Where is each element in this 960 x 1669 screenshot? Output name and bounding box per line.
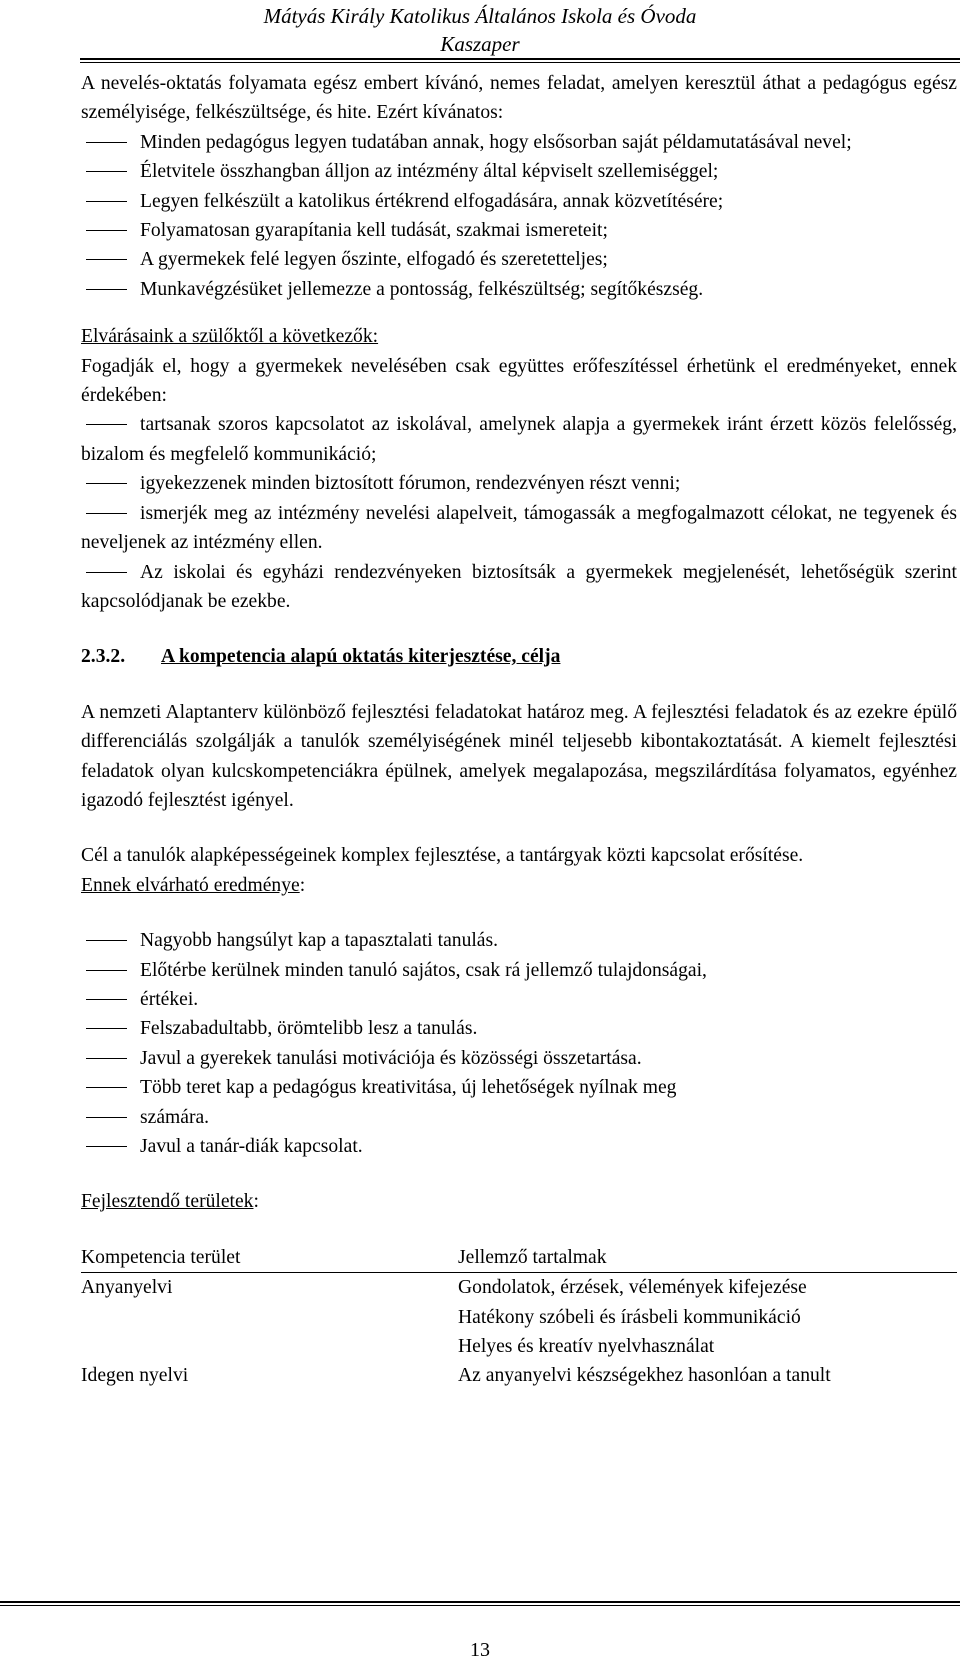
section-paragraph: A nemzeti Alaptanterv különböző fejlesztési feladatokat határoz meg. A fejlesztési feladatok és az ezekre épülő differenciálás szolgálják a tanulók személyiségének minél teljesebb kibontakoztatását. A kiemelt fejlesztési feladatok olyan kulcskompetenciákra épülnek, amelyek megalapozása, megszilárdítása folyamatos, egyénhez igazodó fejlesztést igényel.: [81, 701, 957, 811]
page-header: [0, 2, 960, 58]
table-cell-contents: Az anyanyelvi készségekhez hasonlóan a tanult: [458, 1365, 831, 1387]
dash-bullet-icon: [81, 499, 140, 528]
table-header-row: [81, 1243, 957, 1273]
dash-bullet-icon: [81, 926, 140, 955]
header-rule: [80, 58, 960, 60]
list-item: Javul a gyerekek tanulási motivációja és közösségi összetartása.: [81, 1044, 957, 1073]
result-heading: Ennek elvárható eredménye:: [81, 874, 306, 896]
footer-rule-thin: [0, 1605, 960, 1606]
section-heading: [81, 642, 957, 671]
page-content: [81, 69, 957, 1391]
dash-bullet-icon: [81, 157, 140, 186]
table-cell-area: Idegen nyelvi: [81, 1365, 189, 1387]
intro-paragraph: A nevelés-oktatás folyamata egész embert kívánó, nemes feladat, amelyen keresztül áthat a pedagógus egész személyisége, felkészültsége, és hite. Ezért kívánatos:: [81, 73, 957, 124]
table-cell-area: Anyanyelvi: [81, 1277, 173, 1299]
column-header-area: Kompetencia terület: [81, 1243, 458, 1273]
header-rule-thin: [80, 62, 960, 63]
list-item: Legyen felkészült a katolikus értékrend elfogadására, annak közvetítésére;: [81, 187, 957, 216]
competence-table: [81, 1243, 957, 1391]
dash-bullet-icon: [81, 469, 140, 498]
dash-bullet-icon: [81, 956, 140, 985]
list-item: értékei.: [81, 985, 957, 1014]
dash-bullet-icon: [81, 1014, 140, 1043]
column-header-contents: Jellemző tartalmak: [458, 1243, 957, 1273]
list-item: igyekezzenek minden biztosított fórumon, rendezvényen részt venni;: [81, 469, 957, 498]
teacher-expectations-list: [81, 128, 957, 304]
list-item: Munkavégzésüket jellemezze a pontosság, felkészültség; segítőkészség.: [81, 275, 957, 304]
areas-heading: Fejlesztendő területek:: [81, 1191, 259, 1213]
list-item: Minden pedagógus legyen tudatában annak, hogy elsősorban saját példamutatásával nevel;: [81, 128, 957, 157]
list-item: Az iskolai és egyházi rendezvényeken biztosítsák a gyermekek megjelenését, lehetőségük szerint kapcsolódjanak be ezekbe.: [81, 558, 957, 617]
footer-rule: [0, 1601, 960, 1603]
list-item: A gyermekek felé legyen őszinte, elfogadó és szeretetteljes;: [81, 245, 957, 274]
list-item: Életvitele összhangban álljon az intézmény által képviselt szellemiséggel;: [81, 157, 957, 186]
list-item: Folyamatosan gyarapítania kell tudását, szakmai ismereteit;: [81, 216, 957, 245]
list-item: Felszabadultabb, örömtelibb lesz a tanulás.: [81, 1014, 957, 1043]
dash-bullet-icon: [81, 410, 140, 439]
dash-bullet-icon: [81, 1132, 140, 1161]
table-row: [81, 1361, 957, 1390]
page-number: 13: [470, 1639, 490, 1661]
section-title: A kompetencia alapú oktatás kiterjesztése, célja: [161, 646, 561, 668]
list-item: Több teret kap a pedagógus kreativitása, új lehetőségek nyílnak meg: [81, 1073, 957, 1102]
dash-bullet-icon: [81, 558, 140, 587]
list-item: tartsanak szoros kapcsolatot az iskolával, amelynek alapja a gyermekek iránt érzett közös felelősség, bizalom és megfelelő kommunikáció;: [81, 410, 957, 469]
list-item: Előtérbe kerülnek minden tanuló sajátos, csak rá jellemző tulajdonságai,: [81, 956, 957, 985]
dash-bullet-icon: [81, 1044, 140, 1073]
dash-bullet-icon: [81, 1103, 140, 1132]
dash-bullet-icon: [81, 216, 140, 245]
section-number: 2.3.2.: [81, 646, 126, 668]
list-item: ismerjék meg az intézmény nevelési alapelveit, támogassák a megfogalmazott célokat, ne tegyenek és neveljenek az intézmény ellen.: [81, 499, 957, 558]
table-row: [81, 1273, 957, 1362]
table-cell-contents: Gondolatok, érzések, vélemények kifejezése Hatékony szóbeli és írásbeli kommunikáció Helyes és kreatív nyelvhasználat: [458, 1277, 807, 1358]
results-list: [81, 926, 957, 1161]
parents-paragraph: Fogadják el, hogy a gyermekek nevelésében csak együttes erőfeszítéssel érhetünk el eredményeket, ennek érdekében:: [81, 355, 957, 407]
parents-expectations-list: [81, 410, 957, 616]
parents-heading: Elvárásaink a szülőktől a következők:: [81, 326, 379, 348]
list-item: számára.: [81, 1103, 957, 1132]
dash-bullet-icon: [81, 1073, 140, 1102]
school-location: Kaszaper: [440, 32, 520, 56]
dash-bullet-icon: [81, 275, 140, 304]
goal-paragraph: Cél a tanulók alapképességeinek komplex fejlesztése, a tantárgyak közti kapcsolat erősítése.: [81, 845, 804, 867]
school-name: Mátyás Király Katolikus Általános Iskola és Óvoda: [263, 4, 697, 28]
list-item: Nagyobb hangsúlyt kap a tapasztalati tanulás.: [81, 926, 957, 955]
list-item: Javul a tanár-diák kapcsolat.: [81, 1132, 957, 1161]
dash-bullet-icon: [81, 985, 140, 1014]
dash-bullet-icon: [81, 128, 140, 157]
dash-bullet-icon: [81, 187, 140, 216]
dash-bullet-icon: [81, 245, 140, 274]
